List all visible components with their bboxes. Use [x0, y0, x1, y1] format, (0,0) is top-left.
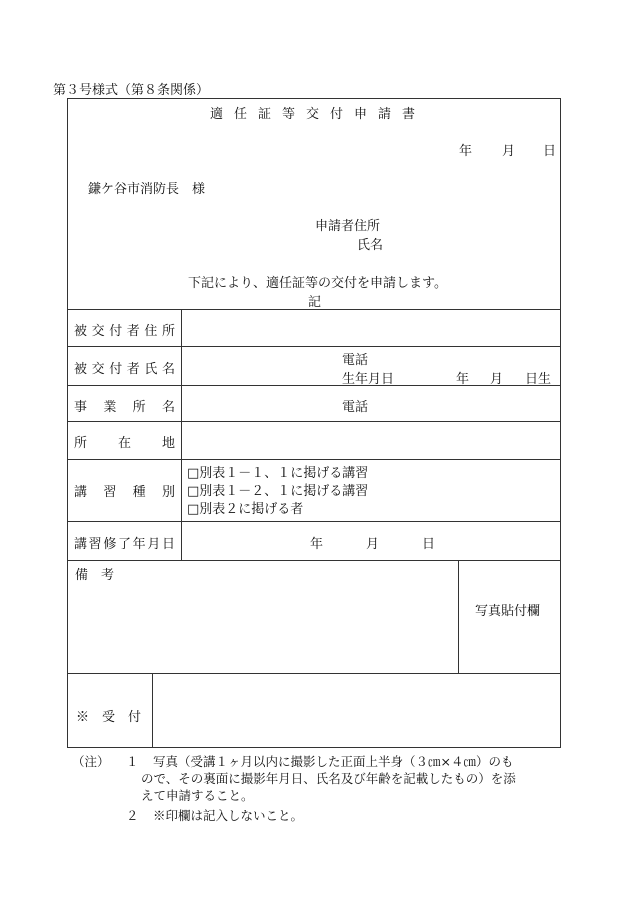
office-name-label: 事業所名	[74, 400, 175, 415]
photo-attach-label: 写真貼付欄	[475, 604, 541, 619]
note-1-line-2: ので、その裏面に撮影年月日、氏名及び年齢を記載したもの）を添	[141, 771, 516, 786]
birth-date-label: 生年月日	[342, 372, 395, 387]
note-1-line-1: 写真（受講１ヶ月以内に撮影した正面上半身（３㎝×４㎝）のも	[153, 754, 514, 769]
birth-day-label: 日生	[525, 372, 552, 387]
completion-date-label: 講習修了年月日	[74, 537, 175, 552]
remarks-label: 備 考	[75, 568, 115, 583]
course-type-label: 講習種別	[74, 485, 175, 500]
photo-column-divider	[458, 560, 459, 673]
completion-year-label: 年	[310, 537, 324, 552]
reception-column-divider	[152, 673, 153, 748]
birth-month-label: 月	[490, 372, 504, 387]
ki-label: 記	[308, 295, 322, 310]
row-divider	[67, 673, 561, 674]
course-option-1[interactable]: □別表１－１、１に掲げる講習	[187, 466, 369, 481]
note-1-number: １	[126, 754, 139, 769]
date-year-label: 年	[459, 144, 473, 159]
row-divider	[67, 560, 561, 561]
row-divider	[67, 521, 561, 522]
recipient-name-label: 被交付者氏名	[74, 362, 175, 377]
date-day-label: 日	[543, 144, 557, 159]
label-column-divider	[181, 309, 182, 560]
applicant-address-label: 申請者住所	[315, 219, 381, 234]
birth-year-label: 年	[456, 372, 470, 387]
location-label: 所在地	[74, 436, 175, 451]
completion-day-label: 日	[422, 537, 436, 552]
row-divider	[67, 346, 561, 347]
row-divider	[67, 459, 561, 460]
course-option-2[interactable]: □別表１－２、１に掲げる講習	[187, 484, 369, 499]
row-divider	[67, 421, 561, 422]
recipient-phone-label: 電話	[342, 353, 369, 368]
note-1-line-3: えて申請すること。	[141, 788, 254, 803]
office-phone-label: 電話	[342, 400, 369, 415]
notes-prefix: （注）	[72, 754, 110, 769]
form-title: 適任証等交付申請書	[209, 107, 426, 122]
form-number-label: 第３号様式（第８条関係）	[53, 83, 210, 98]
completion-month-label: 月	[366, 537, 380, 552]
course-option-3[interactable]: □別表２に掲げる者	[187, 502, 304, 517]
reception-label: ※ 受 付	[76, 710, 142, 725]
addressee: 鎌ケ谷市消防長 様	[88, 182, 206, 197]
date-month-label: 月	[502, 144, 516, 159]
note-2-line-1: ※印欄は記入しないこと。	[153, 808, 304, 823]
note-2-number: ２	[126, 808, 139, 823]
applicant-name-label: 氏名	[357, 238, 384, 253]
request-statement: 下記により、適任証等の交付を申請します。	[188, 276, 447, 291]
row-divider	[67, 385, 561, 386]
recipient-address-label: 被交付者住所	[74, 324, 175, 339]
